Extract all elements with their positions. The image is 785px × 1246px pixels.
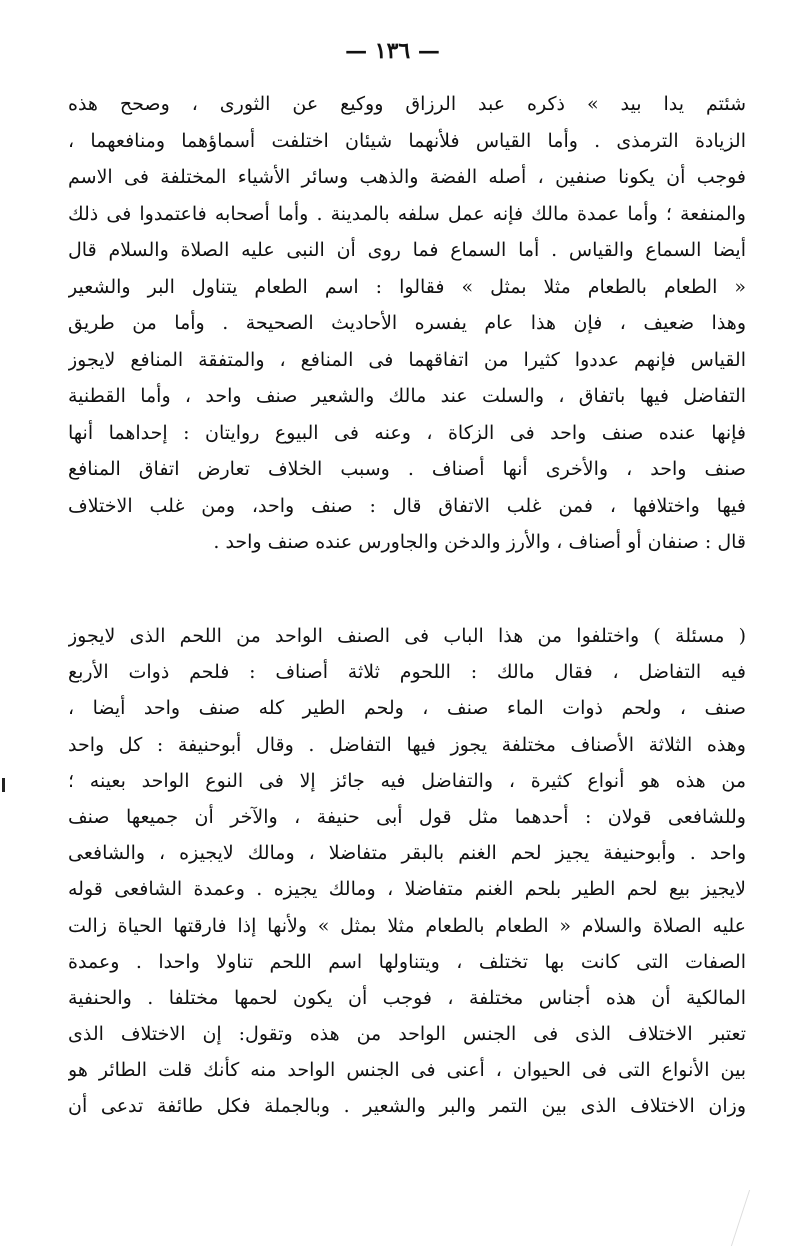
text-line: فيه التفاضل ، فقال مالك : اللحوم ثلاثة أصناف : فلحم ذوات الأربع	[68, 661, 746, 684]
text-line: فإنها عنده صنف واحد فى الزكاة ، وعنه فى البيوع روايتان : إحداهما أنها	[68, 421, 746, 444]
text-line: من هذه هو أنواع كثيرة ، والتفاضل فيه جائز إلا فى النوع الواحد بعينه ؛	[68, 769, 746, 792]
text-line: شئتم يدا بيد » ذكره عبد الرزاق ووكيع عن الثورى ، وصحح هذه	[68, 93, 746, 115]
text-line: قال : صنفان أو أصناف ، والأرز والدخن والجاورس عنده صنف واحد .	[213, 531, 746, 553]
text-line: المالكية أن هذه أجناس مختلفة ، فوجب أن يكون لحمها مختلفا . والحنفية	[68, 986, 746, 1009]
text-line: صنف ، ولحم ذوات الماء صنف ، ولحم الطير كله صنف واحد أيضا ،	[68, 697, 746, 720]
text-line: أيضا السماع والقياس . أما السماع فما روى أن النبى عليه الصلاة والسلام قال	[68, 239, 746, 261]
text-line: وهذه الثلاثة الأصناف مختلفة يجوز فيها التفاضل . وقال أبوحنيفة : كل واحد	[68, 733, 746, 756]
text-line: والمنفعة ؛ وأما عمدة مالك فإنه عمل سلفه بالمدينة . وأما أصحابه فاعتمدوا فى ذلك	[68, 202, 746, 225]
paragraph-1	[68, 86, 746, 561]
page-crease	[731, 1190, 785, 1246]
text-line: فيها واختلافها ، فمن غلب الاتفاق قال : صنف واحد، ومن غلب الاختلاف	[68, 494, 746, 517]
text-line: فوجب أن يكونا صنفين ، أصله الفضة والذهب وسائر الأشياء المختلفة فى الاسم	[68, 166, 746, 188]
text-line: تعتبر الاختلاف الذى فى الجنس الواحد من هذه وتقول: إن الاختلاف الذى	[68, 1023, 746, 1046]
page-number: — ١٣٦ —	[345, 38, 440, 64]
text-line: لايجيز بيع لحم الطير بلحم الغنم متفاضلا ، ومالك يجيزه . وعمدة الشافعى قوله	[68, 878, 746, 901]
text-line: عليه الصلاة والسلام « الطعام بالطعام مثلا بمثل » ولأنها إذا فارقتها الحياة زالت	[68, 914, 746, 937]
paragraph-2	[68, 618, 746, 1125]
text-line: الصفات التى كانت بها تختلف ، ويتناولها اسم اللحم تناولا واحدا . وعمدة	[68, 950, 746, 973]
text-line: وللشافعى قولان : أحدهما مثل قول أبى حنيفة ، والآخر أن جميعها صنف	[68, 805, 746, 828]
text-line: بين الأنواع التى فى الحيوان ، أعنى فى الجنس الواحد منه كأنك قلت الطائر هو	[68, 1059, 746, 1082]
text-line: وهذا ضعيف ، فإن هذا عام يفسره الأحاديث الصحيحة . وأما من طريق	[68, 312, 746, 334]
text-line: واحد . وأبوحنيفة يجيز لحم الغنم بالبقر متفاضلا ، ومالك لايجيزه ، والشافعى	[68, 842, 746, 865]
text-line: صنف واحد ، والأخرى أنها أصناف . وسبب الخلاف تعارض اتفاق المنافع	[68, 458, 746, 480]
text-line: « الطعام بالطعام مثلا بمثل » فقالوا : اسم الطعام يتناول البر والشعير	[68, 275, 746, 298]
text-line: القياس فإنهم عددوا كثيرا من اتفاقهما فى المنافع ، والمتفقة المنافع لايجوز	[68, 348, 746, 371]
text-line: وزان الاختلاف الذى بين التمر والبر والشعير . وبالجملة فكل طائفة تدعى أن	[68, 1095, 746, 1118]
text-line: الزيادة الترمذى . وأما القياس فلأنهما شيئان اختلفت أسماؤهما ومنافعهما ،	[68, 129, 746, 152]
margin-mark	[2, 778, 5, 792]
text-line: ( مسئلة ) واختلفوا من هذا الباب فى الصنف الواحد من اللحم الذى لايجوز	[68, 625, 746, 647]
text-line: التفاضل فيها باتفاق ، والسلت عند مالك والشعير صنف واحد ، وأما القطنية	[68, 385, 746, 407]
